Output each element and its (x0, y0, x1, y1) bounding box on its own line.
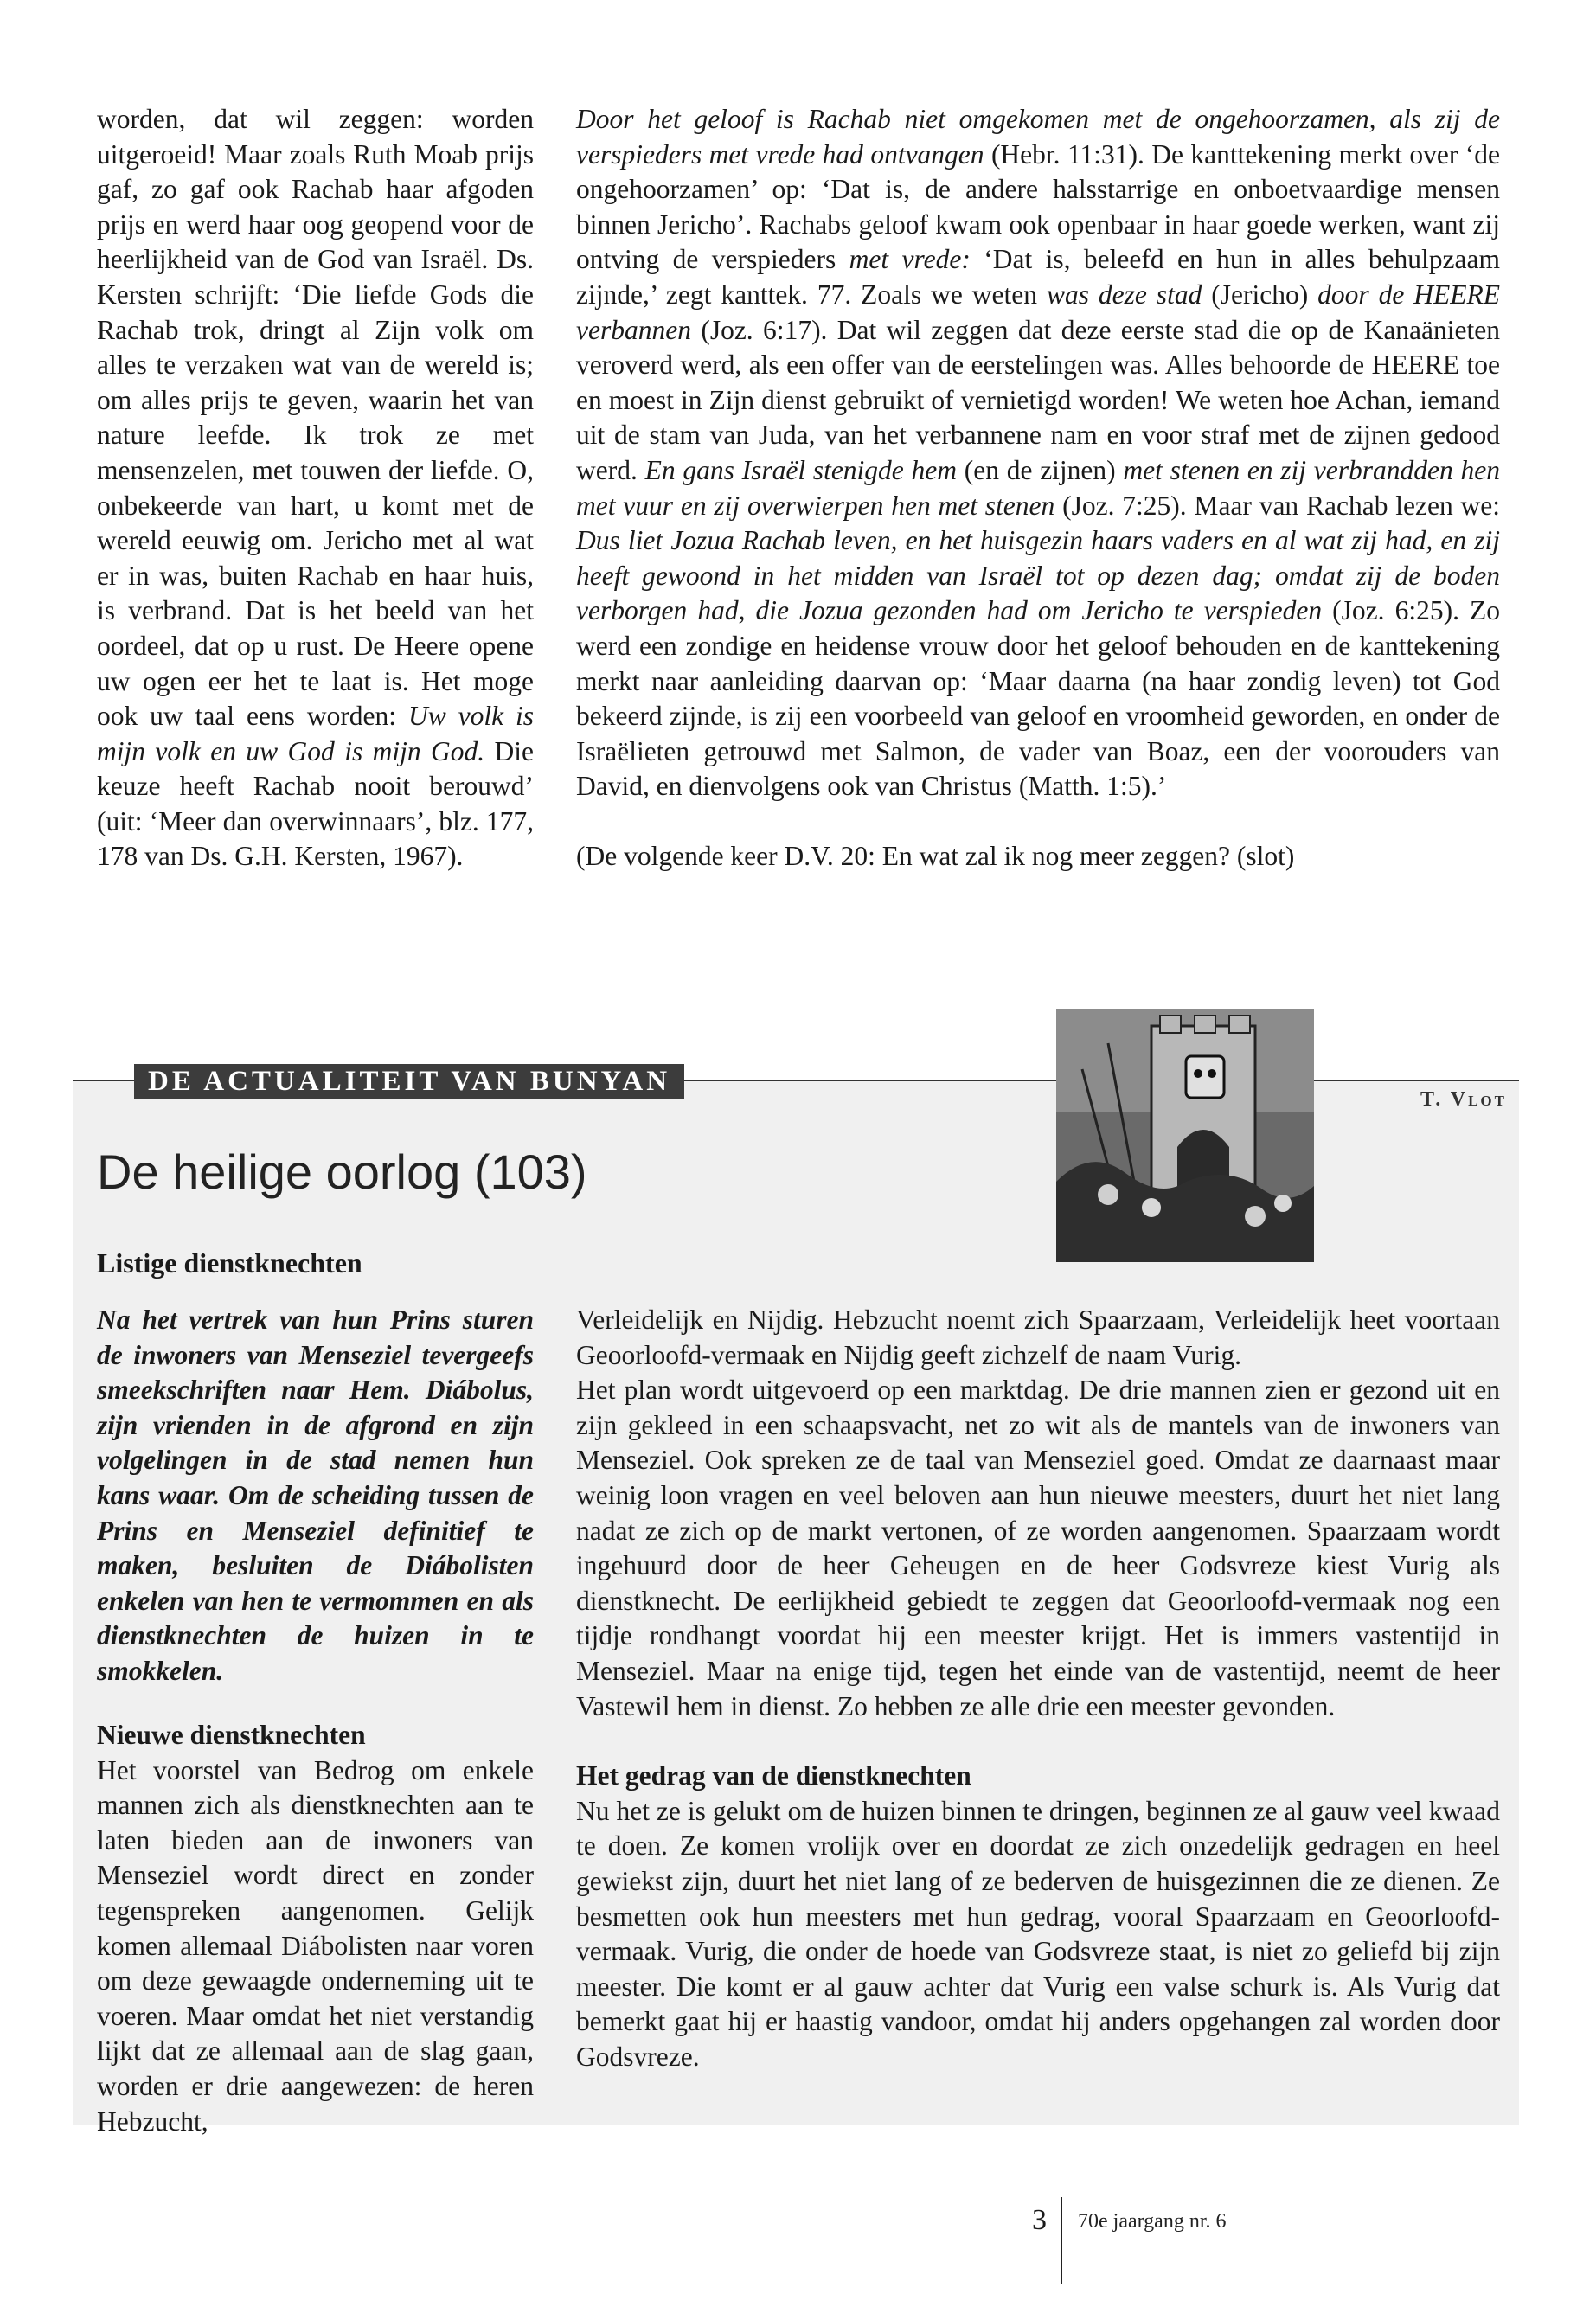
footer-divider (1061, 2197, 1062, 2284)
section-label: DE ACTUALITEIT VAN BUNYAN (134, 1064, 684, 1099)
subheading-new-servants: Nieuwe dienstknechten (97, 1720, 366, 1750)
author-byline: T. Vlot (1420, 1088, 1507, 1111)
continued-column-left (97, 102, 534, 875)
page-number: 3 (1032, 2204, 1047, 2236)
next-installment-note: (De volgende keer D.V. 20: En wat zal ik nog meer zeggen? (slot) (576, 840, 1295, 871)
paragraph: Nu het ze is gelukt om de huizen binnen te dringen, beginnen ze al gauw veel kwaad te doen. Ze komen vrolijk over en doordat ze zich onzedelijk gedragen en heel gewiekst zijn, duurt het niet lang of ze bederven de huisgezinnen die ze dienen. Ze besmetten ook hun meesters met hun gedrag, vooral Spaarzaam en Geoorloofd-vermaak. Vurig, die onder de hoede van Godsvreze staat, is niet zo geliefd bij zijn meester. Die komt er al gauw achter dat Vurig een valse schurk is. Als Vurig dat bemerkt gaat hij er haastig vandoor, omdat hij anders opgehangen zal worden door Godsvreze. (576, 1795, 1500, 2072)
paragraph: Verleidelijk en Nijdig. Hebzucht noemt zich Spaarzaam, Verleidelijk heet voortaan Geoorloofd-vermaak en Nijdig geeft zichzelf de naam Vurig. (576, 1304, 1500, 1370)
paragraph: Het voorstel van Bedrog om enkele mannen zich als dienstknechten aan te laten bieden aan de inwoners van Menseziel wordt direct en zonder tegenspreken aangenomen. Gelijk komen allemaal Diábolisten naar voren om deze gewaagde onderneming uit te voeren. Maar omdat het niet verstandig lijkt dat ze allemaal aan de slag gaan, worden er drie aangewezen: de heren Hebzucht, (97, 1754, 534, 2137)
article-lead: Na het vertrek van hun Prins sturen de inwoners van Menseziel tevergeefs smeekschriften naar Hem. Diábolus, zijn vrienden in de afgrond en zijn volgelingen in de stad nemen hun kans waar. Om de scheiding tussen de Prins en Menseziel definitief te maken, besluiten de Diábolisten enkelen van hen te vermommen en als dienstknechten de huizen in te smokkelen. (97, 1304, 534, 1686)
siege-illustration (1056, 1009, 1314, 1262)
siege-engraving-image (1056, 1009, 1314, 1262)
article-subtitle: Listige dienstknechten (97, 1247, 362, 1279)
article-column-right (576, 1303, 1500, 2074)
article-title: De heilige oorlog (103) (97, 1144, 587, 1199)
paragraph: Het plan wordt uitgevoerd op een marktdag. De drie mannen zien er gezond uit en zijn gekleed in een schaapsvacht, net zo wit als de mantels van de inwoners van Menseziel. Ook spreken ze de taal van Menseziel goed. Omdat ze daarnaast maar weinig loon vragen en veel beloven aan hun nieuwe meesters, duurt het niet lang nadat ze zich op de markt vertonen, of ze worden aangenomen. Spaarzaam wordt ingehuurd door de heer Geheugen en de heer Godsvreze kiest Vurig als dienstknecht. De eerlijkheid gebiedt te zeggen dat Geoorloofd-vermaak nog een tijdje rondhangt voordat hij een meester krijgt. Het is immers vastentijd in Menseziel. Maar na enige tijd, tegen het einde van de vastentijd, neemt de heer Vastewil hem in dienst. Zo hebben ze alle drie een meester gevonden. (576, 1375, 1500, 1721)
article-column-left (97, 1718, 534, 2139)
continued-paragraph-left: worden, dat wil zeggen: worden uitgeroeid! Maar zoals Ruth Moab prijs gaf, zo gaf ook Rachab haar afgoden prijs en werd haar oog geopend voor de heerlijkheid van de God van Israël. Ds. Kersten schrijft: ‘Die liefde Gods die Rachab trok, dringt al Zijn volk om alles te verzaken wat van de wereld is; om alles prijs te geven, waarin het van nature leefde. Ik trok ze met mensenzelen, met touwen der liefde. O, onbekeerde van hart, u komt met de wereld eeuwig om. Jericho met al wat er in was, buiten Rachab en haar huis, is verbrand. Dat is het beeld van het oordeel, dat op u rust. De Heere opene uw ogen eer het te laat is. Het moge ook uw taal eens worden: Uw volk is mijn volk en uw God is mijn God. Die keuze heeft Rachab nooit berouwd’ (uit: ‘Meer dan overwinnaars’, blz. 177, 178 van Ds. G.H. Kersten, 1967). (97, 104, 535, 872)
continued-column-right (576, 102, 1500, 874)
subheading-behavior: Het gedrag van de dienstknechten (576, 1760, 971, 1791)
issue-info: 70e jaargang nr. 6 (1078, 2210, 1227, 2233)
continued-paragraph-right: Door het geloof is Rachab niet omgekomen met de ongehoorzamen, als zij de verspieders met vrede had ontvangen (Hebr. 11:31). De kanttekening merkt over ‘de ongehoorzamen’ op: ‘Dat is, de andere halsstarrige en onboetvaardige mensen binnen Jericho’. Rachabs geloof kwam ook openbaar in haar goede werken, want zij ontving de verspieders met vrede: ‘Dat is, beleefd en hun in alles behulpzaam zijnde,’ zegt kanttek. 77. Zoals we weten was deze stad (Jericho) door de HEERE verbannen (Joz. 6:17). Dat wil zeggen dat deze eerste stad die op de Kanaänieten veroverd werd, als een offer van de eerstelingen was. Alles behoorde de HEERE toe en moest in Zijn dienst gebruikt of vernietigd worden! We weten hoe Achan, iemand uit de stam van Juda, van het verbannene nam en voor straf met de zijnen gedood werd. En gans Israël stenigde hem (en de zijnen) met stenen en zij verbrandden hen met vuur en zij overwierpen hen met stenen (Joz. 7:25). Maar van Rachab lezen we: Dus liet Jozua Rachab leven, en het huisgezin haars vaders en al wat zij had, en zij heeft gewoond in het midden van Israël tot op dezen dag; omdat zij de boden verborgen had, die Jozua gezonden had om Jericho te verspieden (Joz. 6:25). Zo werd een zondige en heidense vrouw door het geloof behouden en de kanttekening merkt naar aanleiding daarvan op: ‘Maar daarna (na haar zondig leven) tot God bekeerd zijnde, is zij een voorbeeld van geloof en vroomheid geworden, en onder de Israëlieten getrouwd met Salmon, de vader van Boaz, een der voorouders van David, en dienvolgens ook van Christus (Matth. 1:5).’ (576, 104, 1500, 802)
